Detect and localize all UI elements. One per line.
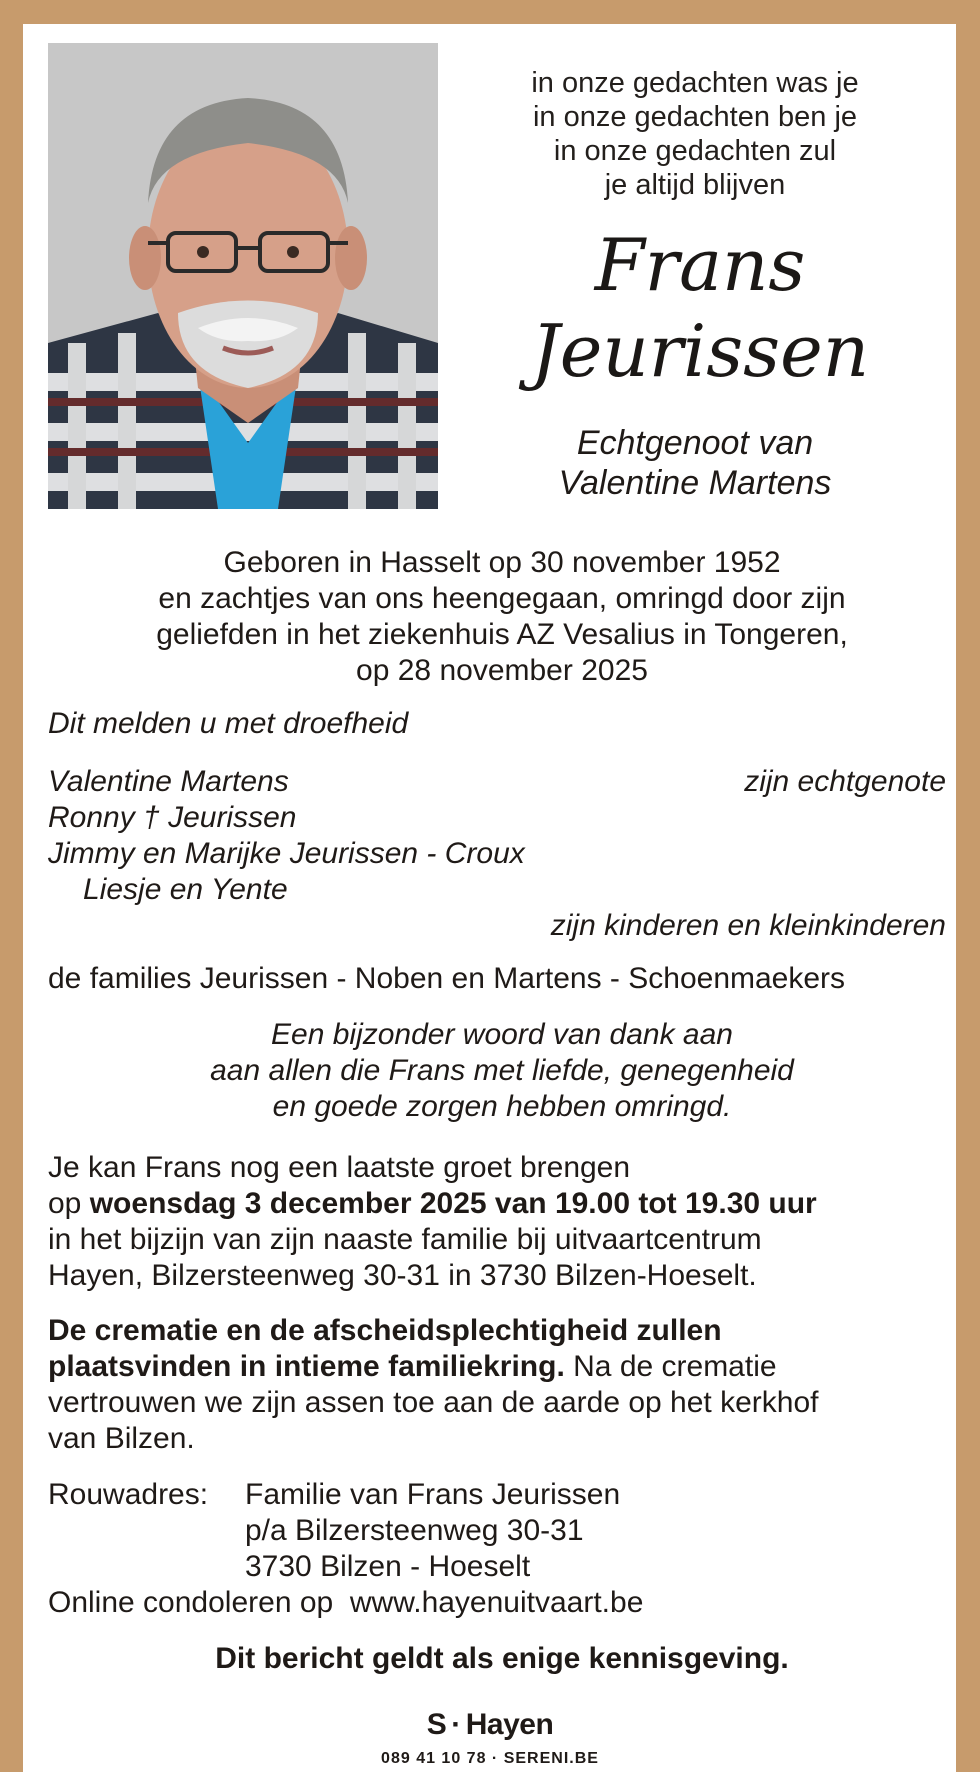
spouse-name: Valentine Martens xyxy=(48,765,289,798)
cremation-line: vertrouwen we zijn assen toe aan de aarde op het kerkhof xyxy=(48,1386,819,1419)
death-date-line: op 28 november 2025 xyxy=(356,654,648,687)
family-row xyxy=(48,872,946,908)
notice-statement: Dit bericht geldt als enige kennisgeving. xyxy=(215,1642,789,1675)
logo-dot: · xyxy=(451,1708,461,1741)
family-row xyxy=(48,800,946,836)
announcement-intro: Dit melden u met droefheid xyxy=(48,707,409,740)
address-row xyxy=(48,1477,948,1513)
cremation-info xyxy=(48,1313,948,1457)
address-line: Familie van Frans Jeurissen xyxy=(245,1478,621,1511)
poem-line: in onze gedachten was je xyxy=(531,67,859,99)
cremation-text: Na de crematie xyxy=(564,1350,777,1383)
thanks-line: en goede zorgen hebben omringd. xyxy=(272,1090,732,1123)
visit-date-line xyxy=(48,1186,948,1222)
family-row xyxy=(48,908,946,944)
visitation-info xyxy=(48,1150,948,1294)
birth-death-info xyxy=(48,545,956,689)
thanks-message xyxy=(48,1017,956,1125)
address-row xyxy=(48,1513,948,1549)
visit-prefix: op xyxy=(48,1187,82,1220)
child-name: Jimmy en Marijke Jeurissen - Croux xyxy=(48,837,525,870)
visit-line: in het bijzijn van zijn naaste familie bij uitvaartcentrum xyxy=(48,1223,762,1256)
visit-line: Hayen, Bilzersteenweg 30-31 in 3730 Bilzen-Hoeselt. xyxy=(48,1259,757,1292)
condolence-link[interactable]: www.hayenuitvaart.be xyxy=(349,1586,644,1619)
family-row xyxy=(48,836,946,872)
grandchildren-names: Liesje en Yente xyxy=(83,873,288,906)
logo-name: Hayen xyxy=(465,1708,554,1741)
footer xyxy=(313,1695,667,1772)
spouse-role: zijn echtgenote xyxy=(744,765,946,798)
cremation-line: van Bilzen. xyxy=(48,1422,195,1455)
thanks-line: aan allen die Frans met liefde, genegenheid xyxy=(210,1054,794,1087)
memorial-poem xyxy=(455,66,935,202)
family-row xyxy=(48,764,946,800)
website-link[interactable]: SERENI.BE xyxy=(503,1750,599,1767)
address-label: Rouwadres: xyxy=(48,1478,209,1511)
address-line: 3730 Bilzen - Hoeselt xyxy=(245,1550,531,1583)
last-name: Jeurissen xyxy=(530,309,870,393)
phone-number[interactable]: 089 41 10 78 xyxy=(381,1750,487,1767)
portrait-illustration xyxy=(48,43,438,509)
passing-line: en zachtjes van ons heengegaan, omringd door zijn xyxy=(158,582,846,615)
extended-families: de families Jeurissen - Noben en Martens - Schoenmaekers xyxy=(48,962,846,995)
mourning-address xyxy=(48,1477,948,1585)
online-condolence xyxy=(48,1586,643,1620)
children-role: zijn kinderen en kleinkinderen xyxy=(550,909,946,942)
poem-line: in onze gedachten zul xyxy=(553,135,837,167)
birth-line: Geboren in Hasselt op 30 november 1952 xyxy=(223,546,781,579)
poem-line: je altijd blijven xyxy=(604,169,786,201)
cremation-bold: De crematie en de afscheidsplechtigheid zullen xyxy=(48,1314,722,1347)
online-label: Online condoleren op xyxy=(48,1586,334,1619)
child-name: Ronny † Jeurissen xyxy=(48,801,297,834)
first-name: Frans xyxy=(594,223,806,307)
cremation-bold: plaatsvinden in intieme familiekring. xyxy=(48,1350,565,1383)
contact-separator: · xyxy=(491,1750,499,1767)
logo-mark: S xyxy=(426,1708,447,1741)
address-row xyxy=(48,1549,948,1585)
visit-datetime: woensdag 3 december 2025 van 19.00 tot 19.30 uur xyxy=(89,1187,817,1220)
family-list xyxy=(48,764,946,944)
cremation-line xyxy=(48,1349,948,1385)
spouse-name: Valentine Martens xyxy=(558,464,832,502)
footer-contact xyxy=(313,1750,667,1768)
hayen-logo xyxy=(313,1708,667,1742)
hospital-line: geliefden in het ziekenhuis AZ Vesalius in Tongeren, xyxy=(156,618,848,651)
poem-line: in onze gedachten ben je xyxy=(532,101,858,133)
deceased-name xyxy=(455,222,945,394)
cremation-line xyxy=(48,1313,948,1349)
spouse-info xyxy=(455,423,935,503)
spouse-label: Echtgenoot van xyxy=(576,424,814,462)
address-line: p/a Bilzersteenweg 30-31 xyxy=(245,1514,584,1547)
thanks-line: Een bijzonder woord van dank aan xyxy=(271,1018,733,1051)
visit-line: Je kan Frans nog een laatste groet brengen xyxy=(48,1151,631,1184)
portrait-photo xyxy=(48,43,438,509)
